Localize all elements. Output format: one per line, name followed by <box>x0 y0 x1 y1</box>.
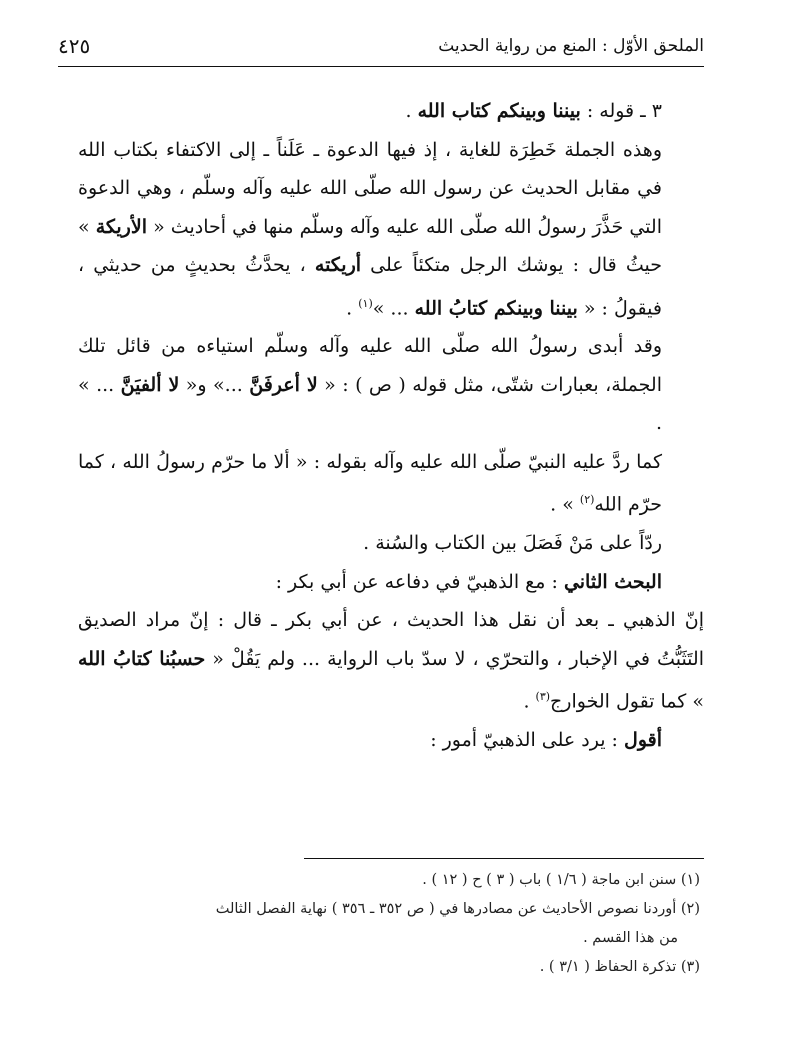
footnote-1: (١) سنن ابن ماجة ( ١/٦ ) باب ( ٣ ) ح ( ١٢ ) . <box>422 872 700 888</box>
footnote-2-continued: من هذا القسم . <box>583 930 678 946</box>
footnote-2: (٢) أوردنا نصوص الأحاديث عن مصادرها في ( ص ٣٥٢ ـ ٣٥٦ ) نهاية الفصل الثالث <box>215 901 700 917</box>
footnote-ref-1[interactable]: (١) <box>358 296 373 310</box>
page-number: ٤٢٥ <box>58 34 91 58</box>
footnotes <box>90 866 700 982</box>
paragraph-response: ردّاً على مَنْ فَصَلَ بين الكتاب والسُنة . <box>363 532 662 555</box>
quoted-phrase: بيننا وبينكم كتاب الله <box>417 100 581 122</box>
paragraph-prophet-reply: كما ردَّ عليه النبيّ صلّى الله عليه وآله بقوله : « ألا ما حرّم رسولُ الله ، كما حرّم الله$^{(٢)}$ » . <box>78 450 662 516</box>
paragraph-dhahabi: إنّ الذهبي ـ بعد أن نقل هذا الحديث ، عن أبي بكر ـ قال : إنّ مراد الصديق التَثَبُّتُ في الإخبار ، والتحرّي ، لا سدّ باب الرواية ... ولم يَقُلْ « حسبُنا كتابُ الله » كما تقول الخوارج$^{(٣)}$ . <box>78 609 704 713</box>
paragraph-item-3: ٣ ـ قوله : بيننا وبينكم كتاب الله . <box>405 100 662 122</box>
section-heading: البحث الثاني : مع الذهبيّ في دفاعه عن أبي بكر : <box>275 570 662 593</box>
paragraph-arika: وهذه الجملة خَطِرَة للغاية ، إذ فيها الدعوة ـ عَلَناً ـ إلى الاكتفاء بكتاب الله في مقابل الحديث عن رسول الله صلّى الله عليه وآله وسلّم ، وهي الدعوة التي حَذَّرَ رسولُ الله صلّى الله عليه وآله وسلّم منها في أحاديث « الأريكة » حيثُ قال : يوشك الرجل متكئاً على أريكته ، يحدَّثُ بحديثٍ من حديثي ، فيقولُ : « بيننا وبينكم كتابُ الله ... »$^{(١)}$ . <box>78 138 662 319</box>
paragraph-aqul: أقول : يرد على الذهبيّ أمور : <box>430 728 662 751</box>
page-header <box>58 32 704 67</box>
footnote-3: (٣) تذكرة الحفاظ ( ٣/١ ) . <box>539 959 700 975</box>
footnote-ref-2[interactable]: (٢) <box>579 493 595 507</box>
footnote-ref-3[interactable]: (٣) <box>535 690 551 704</box>
running-title: الملحق الأوّل : المنع من رواية الحديث <box>438 36 704 56</box>
footnote-separator <box>304 858 704 859</box>
paragraph-displeasure: وقد أبدى رسولُ الله صلّى الله عليه وآله وسلّم استياءه من قائل تلك الجملة، بعبارات شتّى، مثل قوله ( ص ) : « لا أعرفَنَّ ...» و« لا ألفيَنَّ ... » . <box>78 335 662 435</box>
main-text <box>78 92 704 759</box>
